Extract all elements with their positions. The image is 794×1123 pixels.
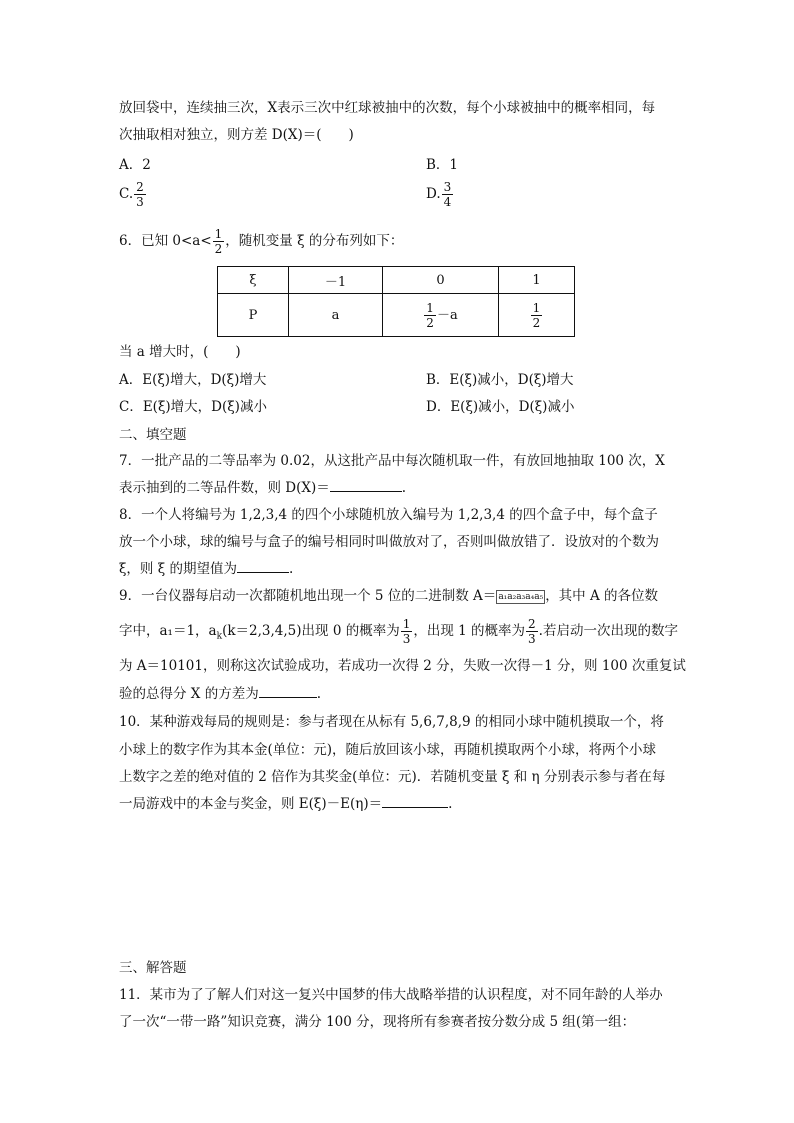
q9-line1: 9．一台仪器每启动一次都随机地出现一个 5 位的二进制数 A＝ a₁a₂a₃a₄a₅ ，其中 A 的各位数 bbox=[119, 588, 659, 604]
answer-blank bbox=[259, 684, 317, 699]
fraction: $\frac{2}{3}$ bbox=[528, 617, 536, 646]
fraction: $\frac{2}{3}$ bbox=[136, 180, 144, 209]
table-cell: 0 bbox=[383, 267, 499, 294]
fraction: $\frac{1}{2}$ bbox=[426, 300, 434, 330]
table-cell: 1 bbox=[499, 267, 575, 294]
q6-intro: 6．已知 0<a< $\frac{1}{2}$ ，随机变量 ξ 的分布列如下： bbox=[119, 227, 404, 256]
q8-line1: 8．一个人将编号为 1,2,3,4 的四个小球随机放入编号为 1,2,3,4 的四个盒子中，每个盒子 bbox=[119, 507, 658, 523]
q10-line2: 小球上的数字作为其本金(单位：元)，随后放回该小球，再随机摸取两个小球，将两个小球 bbox=[119, 742, 657, 758]
q8-line3: ξ，则 ξ 的期望值为 . bbox=[119, 557, 293, 577]
table-row bbox=[218, 267, 575, 294]
table-row bbox=[218, 294, 575, 337]
q10-line3: 上数字之差的绝对值的 2 倍作为其奖金(单位：元)．若随机变量 ξ 和 η 分别表示参与者在每 bbox=[119, 769, 666, 785]
q5-option-b: B．1 bbox=[426, 157, 459, 173]
table-cell: －1 bbox=[289, 267, 383, 294]
table-cell: ξ bbox=[218, 267, 289, 294]
fraction: $\frac{3}{4}$ bbox=[443, 180, 452, 209]
answer-blank bbox=[382, 794, 448, 809]
q10-line1: 10．某种游戏每局的规则是：参与者现在从标有 5,6,7,8,9 的相同小球中随机摸取一个，将 bbox=[119, 714, 664, 730]
section-heading-fill-in: 二、填空题 bbox=[119, 427, 187, 443]
table-cell: a bbox=[289, 294, 383, 337]
q5-line1: 放回袋中，连续抽三次，X表示三次中红球被抽中的次数，每个小球被抽中的概率相同，每 bbox=[119, 100, 656, 116]
q6-option-c: C．E(ξ)增大，D(ξ)减小 bbox=[119, 399, 267, 415]
q7-line1: 7．一批产品的二等品率为 0.02，从这批产品中每次随机取一件，有放回地抽取 100 次，X bbox=[119, 453, 665, 469]
q10-line4: 一局游戏中的本金与奖金，则 E(ξ)－E(η)＝ . bbox=[119, 792, 452, 812]
table-cell: P bbox=[218, 294, 289, 337]
binary-number-box: a₁a₂a₃a₄a₅ bbox=[498, 591, 544, 602]
table-cell bbox=[499, 294, 575, 337]
section-heading-solutions: 三、解答题 bbox=[119, 960, 187, 976]
fraction: $\frac{1}{2}$ bbox=[532, 300, 541, 330]
q11-line2: 了一次“一带一路”知识竞赛，满分 100 分，现将所有参赛者按分数分成 5 组(第一组： bbox=[119, 1014, 636, 1030]
q5-option-a: A．2 bbox=[119, 157, 151, 173]
q6-option-b: B．E(ξ)减小，D(ξ)增大 bbox=[426, 372, 574, 388]
q9-line2: 字中，a₁＝1，$a_k(k=2,3,4,5)$出现 0 的概率为 $\frac{1}{3}$ ，出现 1 的概率为 $\frac{2}{3}$ .若启动一次出现的数字 bbox=[119, 617, 678, 646]
q7-line2: 表示抽到的二等品件数，则 D(X)＝ . bbox=[119, 476, 406, 496]
q6-question: 当 a 增大时，( ) bbox=[119, 344, 241, 360]
distribution-table bbox=[217, 266, 575, 337]
answer-blank bbox=[330, 478, 402, 493]
q5-line2: 次抽取相对独立，则方差 D(X)＝( ) bbox=[119, 127, 354, 143]
q6-option-a: A．E(ξ)增大，D(ξ)增大 bbox=[119, 372, 267, 388]
q8-line2: 放一个小球，球的编号与盒子的编号相同时叫做放对了，否则叫做放错了．设放对的个数为 bbox=[119, 534, 659, 550]
table-cell: $\frac{1}{2}$ －a bbox=[383, 294, 499, 337]
q9-line4: 验的总得分 X 的方差为 . bbox=[119, 682, 321, 702]
q5-option-c bbox=[119, 180, 147, 209]
q6-option-d: D．E(ξ)减小，D(ξ)减小 bbox=[426, 399, 575, 415]
q5-option-c-label: C. bbox=[119, 186, 134, 202]
fraction: $\frac{1}{2}$ bbox=[214, 227, 223, 256]
fraction: $\frac{1}{3}$ bbox=[402, 617, 411, 646]
q9-line3: 为 A＝10101，则称这次试验成功，若成功一次得 2 分，失败一次得－1 分，则 100 次重复试 bbox=[119, 658, 686, 674]
q5-option-d bbox=[426, 180, 454, 209]
q11-line1: 11．某市为了了解人们对这一复兴中国梦的伟大战略举措的认识程度，对不同年龄的人举办 bbox=[119, 987, 663, 1003]
answer-blank bbox=[237, 559, 289, 574]
q5-option-d-label: D. bbox=[426, 186, 441, 202]
